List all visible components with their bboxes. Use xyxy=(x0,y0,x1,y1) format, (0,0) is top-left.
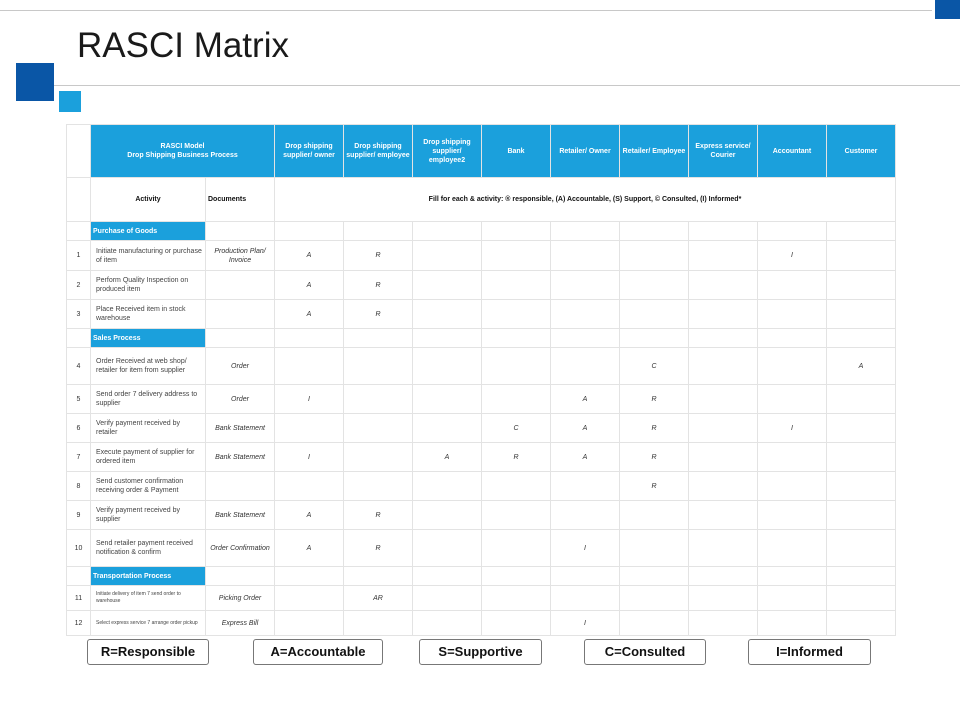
activity-description: Initiate delivery of item 7 send order to warehouse xyxy=(91,586,206,611)
rasci-cell xyxy=(275,348,344,385)
section-number-cell xyxy=(67,329,91,348)
activity-row xyxy=(67,300,896,329)
rasci-cell xyxy=(413,385,482,414)
rasci-cell: R xyxy=(344,530,413,567)
column-header-express-courier: Express service/ Courier xyxy=(689,125,758,178)
column-header-customer: Customer xyxy=(827,125,896,178)
rasci-cell: I xyxy=(551,530,620,567)
empty-cell xyxy=(206,222,275,241)
empty-cell xyxy=(758,329,827,348)
rasci-cell xyxy=(275,611,344,636)
activity-document: Order Confirmation xyxy=(206,530,275,567)
activity-document: Bank Statement xyxy=(206,414,275,443)
activity-row xyxy=(67,348,896,385)
rasci-cell: I xyxy=(275,385,344,414)
section-number-cell xyxy=(67,222,91,241)
rasci-cell xyxy=(827,443,896,472)
rasci-cell: A xyxy=(413,443,482,472)
row-number: 7 xyxy=(67,443,91,472)
rasci-cell xyxy=(827,300,896,329)
rasci-cell xyxy=(413,530,482,567)
rasci-cell xyxy=(758,300,827,329)
rasci-cell xyxy=(344,472,413,501)
empty-cell xyxy=(620,329,689,348)
activity-row xyxy=(67,586,896,611)
activity-row xyxy=(67,611,896,636)
activity-description: Place Received item in stock warehouse xyxy=(91,300,206,329)
rasci-cell xyxy=(482,241,551,271)
rasci-cell: A xyxy=(827,348,896,385)
activity-row xyxy=(67,271,896,300)
rasci-cell: R xyxy=(620,414,689,443)
legend-supportive: S=Supportive xyxy=(419,639,542,665)
rasci-cell: R xyxy=(344,271,413,300)
legend-consulted: C=Consulted xyxy=(584,639,706,665)
row-number: 8 xyxy=(67,472,91,501)
empty-cell xyxy=(275,567,344,586)
rasci-cell xyxy=(827,586,896,611)
rasci-cell xyxy=(689,385,758,414)
column-header-bank: Bank xyxy=(482,125,551,178)
empty-cell xyxy=(413,567,482,586)
rasci-cell xyxy=(689,611,758,636)
rasci-cell xyxy=(689,472,758,501)
activity-document: Picking Order xyxy=(206,586,275,611)
rasci-cell xyxy=(482,586,551,611)
rasci-cell: I xyxy=(758,241,827,271)
row-number: 4 xyxy=(67,348,91,385)
rasci-cell xyxy=(689,501,758,530)
rasci-cell xyxy=(827,501,896,530)
rasci-cell xyxy=(551,348,620,385)
activity-document xyxy=(206,472,275,501)
section-label: Transportation Process xyxy=(91,567,206,586)
accent-square-small xyxy=(59,91,81,112)
row-number: 6 xyxy=(67,414,91,443)
activity-row xyxy=(67,443,896,472)
section-row xyxy=(67,567,896,586)
activity-description: Send order 7 delivery address to supplier xyxy=(91,385,206,414)
rasci-cell xyxy=(758,501,827,530)
rasci-cell xyxy=(551,586,620,611)
rasci-cell xyxy=(689,241,758,271)
activity-description: Perform Quality Inspection on produced item xyxy=(91,271,206,300)
empty-cell xyxy=(758,567,827,586)
rasci-cell: R xyxy=(482,443,551,472)
row-number: 3 xyxy=(67,300,91,329)
rasci-cell xyxy=(344,443,413,472)
legend-responsible: R=Responsible xyxy=(87,639,209,665)
rasci-cell: A xyxy=(275,241,344,271)
rasci-cell xyxy=(344,385,413,414)
empty-cell xyxy=(206,567,275,586)
rasci-cell xyxy=(482,385,551,414)
rasci-cell xyxy=(413,271,482,300)
activity-description: Select express service 7 arrange order pickup xyxy=(91,611,206,636)
activity-description: Verify payment received by supplier xyxy=(91,501,206,530)
accent-square-large xyxy=(16,63,54,101)
rasci-cell: R xyxy=(620,385,689,414)
column-header-drop-shipping-owner: Drop shipping supplier/ owner xyxy=(275,125,344,178)
rasci-cell xyxy=(758,443,827,472)
empty-cell xyxy=(344,329,413,348)
activity-document: Express Bill xyxy=(206,611,275,636)
rasci-cell xyxy=(827,611,896,636)
empty-cell xyxy=(344,222,413,241)
empty-cell xyxy=(689,567,758,586)
rasci-cell xyxy=(482,611,551,636)
rasci-cell xyxy=(689,530,758,567)
empty-cell xyxy=(413,222,482,241)
rasci-cell xyxy=(689,271,758,300)
rasci-cell: I xyxy=(275,443,344,472)
column-header-retailer-owner: Retailer/ Owner xyxy=(551,125,620,178)
rasci-cell: I xyxy=(551,611,620,636)
rasci-cell xyxy=(551,300,620,329)
model-subtitle: Drop Shipping Business Process xyxy=(127,152,238,159)
rasci-cell xyxy=(827,472,896,501)
empty-cell xyxy=(827,329,896,348)
activity-row xyxy=(67,414,896,443)
row-number: 10 xyxy=(67,530,91,567)
row-number: 1 xyxy=(67,241,91,271)
activity-document xyxy=(206,271,275,300)
empty-cell xyxy=(551,222,620,241)
rasci-cell xyxy=(827,241,896,271)
empty-cell xyxy=(620,222,689,241)
empty-cell xyxy=(482,329,551,348)
empty-cell xyxy=(758,222,827,241)
rasci-cell: R xyxy=(344,241,413,271)
rasci-cell: R xyxy=(344,501,413,530)
activity-corner-cell xyxy=(67,178,91,222)
empty-cell xyxy=(275,329,344,348)
rasci-cell xyxy=(275,586,344,611)
column-header-retailer-employee: Retailer/ Employee xyxy=(620,125,689,178)
rasci-cell xyxy=(620,530,689,567)
rasci-cell xyxy=(482,530,551,567)
empty-cell xyxy=(827,222,896,241)
rasci-cell xyxy=(413,241,482,271)
column-header-accountant: Accountant xyxy=(758,125,827,178)
rasci-cell: C xyxy=(482,414,551,443)
top-divider-line xyxy=(0,10,932,11)
rasci-cell: A xyxy=(275,271,344,300)
column-header-drop-shipping-employee: Drop shipping supplier/ employee xyxy=(344,125,413,178)
legend-informed: I=Informed xyxy=(748,639,871,665)
activity-document: Order xyxy=(206,348,275,385)
rasci-cell xyxy=(689,443,758,472)
rasci-cell xyxy=(758,348,827,385)
rasci-cell xyxy=(827,271,896,300)
rasci-cell xyxy=(482,300,551,329)
rasci-cell xyxy=(551,241,620,271)
model-header-cell xyxy=(91,125,275,178)
section-row xyxy=(67,222,896,241)
empty-cell xyxy=(482,567,551,586)
rasci-cell xyxy=(758,271,827,300)
rasci-cell xyxy=(482,472,551,501)
empty-cell xyxy=(827,567,896,586)
activity-description: Send customer confirmation receiving order & Payment xyxy=(91,472,206,501)
empty-cell xyxy=(551,329,620,348)
rasci-cell xyxy=(413,300,482,329)
empty-cell xyxy=(275,222,344,241)
fill-instructions: Fill for each & activity: ® responsible, (A) Accountable, (S) Support, © Consulted, (I) Informed* xyxy=(275,178,896,222)
activity-header-row xyxy=(67,178,896,222)
activity-description: Initiate manufacturing or purchase of item xyxy=(91,241,206,271)
corner-accent-square xyxy=(935,0,960,19)
activity-description: Execute payment of supplier for ordered item xyxy=(91,443,206,472)
section-label: Purchase of Goods xyxy=(91,222,206,241)
empty-cell xyxy=(206,329,275,348)
rasci-cell: A xyxy=(551,414,620,443)
rasci-cell xyxy=(413,586,482,611)
rasci-cell xyxy=(413,472,482,501)
rasci-cell xyxy=(758,586,827,611)
rasci-matrix-table xyxy=(66,124,896,636)
activity-document: Production Plan/ Invoice xyxy=(206,241,275,271)
legend xyxy=(0,639,960,665)
rasci-cell xyxy=(827,414,896,443)
section-number-cell xyxy=(67,567,91,586)
activity-row xyxy=(67,501,896,530)
rasci-cell xyxy=(620,241,689,271)
rasci-cell xyxy=(275,414,344,443)
row-number: 11 xyxy=(67,586,91,611)
rasci-cell xyxy=(344,348,413,385)
model-title: RASCI Model xyxy=(160,143,205,150)
row-number: 9 xyxy=(67,501,91,530)
rasci-cell xyxy=(758,472,827,501)
rasci-cell xyxy=(413,501,482,530)
rasci-cell xyxy=(689,300,758,329)
column-header-drop-shipping-employee2: Drop shipping supplier/ employee2 xyxy=(413,125,482,178)
section-row xyxy=(67,329,896,348)
rasci-cell: AR xyxy=(344,586,413,611)
rasci-cell: R xyxy=(620,443,689,472)
rasci-cell: A xyxy=(275,530,344,567)
rasci-cell xyxy=(689,348,758,385)
rasci-cell xyxy=(551,472,620,501)
rasci-cell xyxy=(620,611,689,636)
rasci-cell xyxy=(758,530,827,567)
empty-cell xyxy=(413,329,482,348)
rasci-cell xyxy=(551,501,620,530)
rasci-cell xyxy=(413,611,482,636)
activity-document: Bank Statement xyxy=(206,443,275,472)
activity-description: Verify payment received by retailer xyxy=(91,414,206,443)
rasci-cell xyxy=(758,611,827,636)
rasci-cell xyxy=(620,300,689,329)
activity-description: Send retailer payment received notification & confirm xyxy=(91,530,206,567)
activity-heading: Activity xyxy=(91,178,206,222)
activity-row xyxy=(67,241,896,271)
rasci-cell xyxy=(620,586,689,611)
section-label: Sales Process xyxy=(91,329,206,348)
activity-row xyxy=(67,530,896,567)
activity-row xyxy=(67,385,896,414)
empty-cell xyxy=(344,567,413,586)
row-number: 5 xyxy=(67,385,91,414)
empty-cell xyxy=(620,567,689,586)
rasci-cell xyxy=(482,501,551,530)
rasci-cell xyxy=(827,385,896,414)
rasci-cell: A xyxy=(551,385,620,414)
header-row xyxy=(67,125,896,178)
activity-document xyxy=(206,300,275,329)
rasci-cell xyxy=(275,472,344,501)
rasci-cell: R xyxy=(344,300,413,329)
rasci-cell: R xyxy=(620,472,689,501)
empty-cell xyxy=(551,567,620,586)
rasci-cell: I xyxy=(758,414,827,443)
header-corner-cell xyxy=(67,125,91,178)
rasci-cell: A xyxy=(275,300,344,329)
rasci-cell xyxy=(344,611,413,636)
activity-description: Order Received at web shop/ retailer for item from supplier xyxy=(91,348,206,385)
row-number: 12 xyxy=(67,611,91,636)
rasci-cell xyxy=(551,271,620,300)
documents-heading: Documents xyxy=(206,178,275,222)
empty-cell xyxy=(689,329,758,348)
rasci-cell xyxy=(413,348,482,385)
rasci-cell xyxy=(827,530,896,567)
rasci-cell xyxy=(482,348,551,385)
rasci-cell: C xyxy=(620,348,689,385)
activity-row xyxy=(67,472,896,501)
rasci-cell xyxy=(620,271,689,300)
activity-document: Bank Statement xyxy=(206,501,275,530)
title-divider-line xyxy=(54,85,960,86)
rasci-cell xyxy=(758,385,827,414)
rasci-cell xyxy=(689,586,758,611)
activity-document: Order xyxy=(206,385,275,414)
empty-cell xyxy=(689,222,758,241)
rasci-cell xyxy=(482,271,551,300)
row-number: 2 xyxy=(67,271,91,300)
rasci-cell: A xyxy=(275,501,344,530)
rasci-cell xyxy=(344,414,413,443)
rasci-cell: A xyxy=(551,443,620,472)
rasci-cell xyxy=(413,414,482,443)
rasci-cell xyxy=(689,414,758,443)
legend-accountable: A=Accountable xyxy=(253,639,383,665)
empty-cell xyxy=(482,222,551,241)
rasci-cell xyxy=(620,501,689,530)
page-title: RASCI Matrix xyxy=(77,26,289,65)
